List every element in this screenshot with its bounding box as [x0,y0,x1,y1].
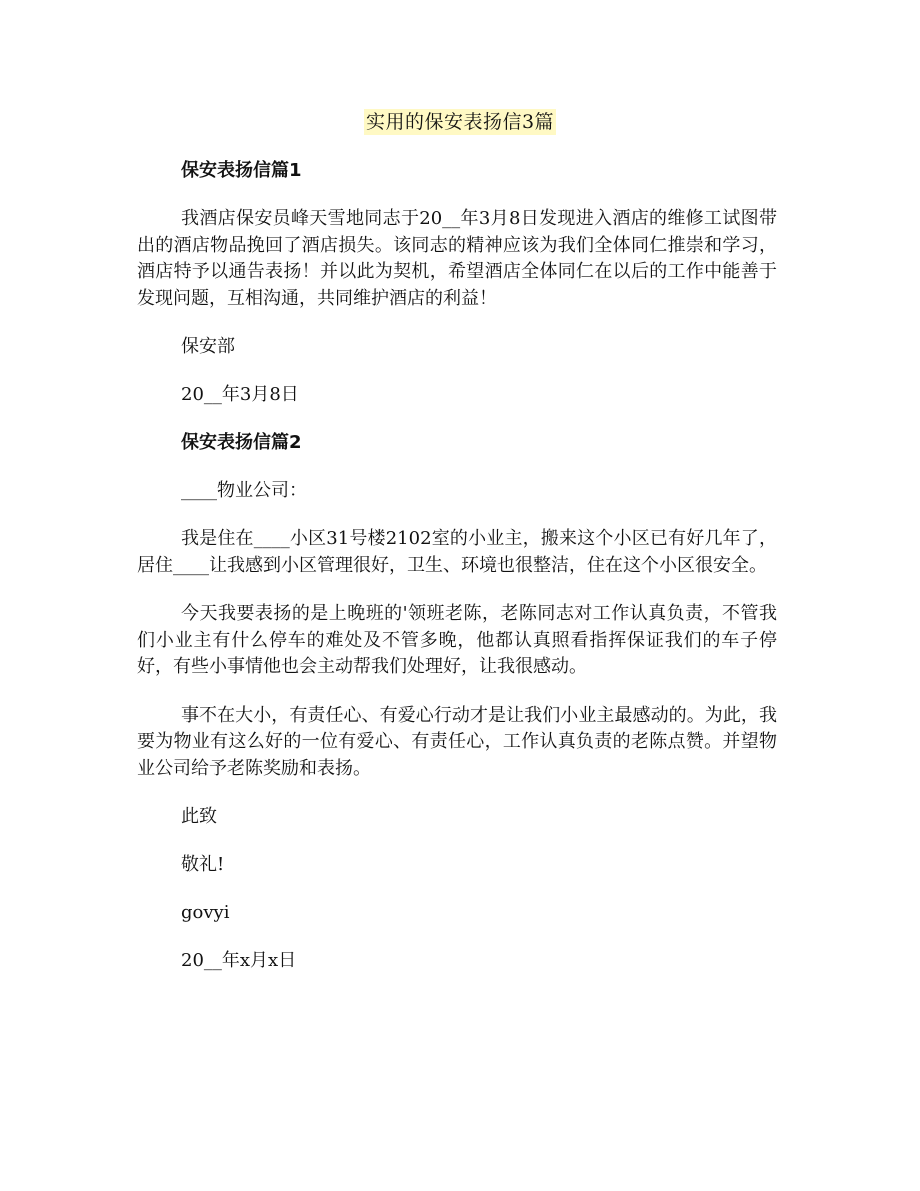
letter2-paragraph-2: 今天我要表扬的是上晚班的'领班老陈，老陈同志对工作认真负责，不管我们小业主有什么停车的难处及不管多晚，他都认真照看指挥保证我们的车子停好，有些小事情他也会主动帮我们处理好，让我很感动。 [137,603,777,677]
letter2-closing-1: 此致 [181,806,217,827]
letter2-paragraph-3: 事不在大小，有责任心、有爱心行动才是让我们小业主最感动的。为此，我要为物业有这么好的一位有爱心、有责任心，工作认真负责的老陈点赞。并望物业公司给予老陈奖励和表扬。 [137,704,777,779]
document-title: 实用的保安表扬信3篇 [365,111,555,133]
letter2-salutation: ____物业公司： [181,480,307,501]
letter1-date: 20__年3月8日 [181,384,299,405]
title-container [0,109,920,135]
letter2-date: 20__年x月x日 [181,950,297,971]
letter2-heading: 保安表扬信篇2 [181,432,302,453]
letter1-body: 我酒店保安员峰天雪地同志于20__年3月8日发现进入酒店的维修工试图带出的酒店物品挽回了酒店损失。该同志的精神应该为我们全体同仁推崇和学习，酒店特予以通告表扬！并以此为契机，希望酒店全体同仁在以后的工作中能善于发现问题，互相沟通，共同维护酒店的利益！ [137,208,777,309]
letter2-closing-2: 敬礼! [181,854,225,875]
document-body [137,158,777,974]
letter2-signature: govyi [181,902,230,923]
letter1-heading: 保安表扬信篇1 [181,160,302,181]
letter1-signature: 保安部 [181,336,235,357]
letter2-paragraph-1: 我是住在____小区31号楼2102室的小业主，搬来这个小区已有好几年了，居住____让我感到小区管理很好，卫生、环境也很整洁，住在这个小区很安全。 [137,528,777,576]
